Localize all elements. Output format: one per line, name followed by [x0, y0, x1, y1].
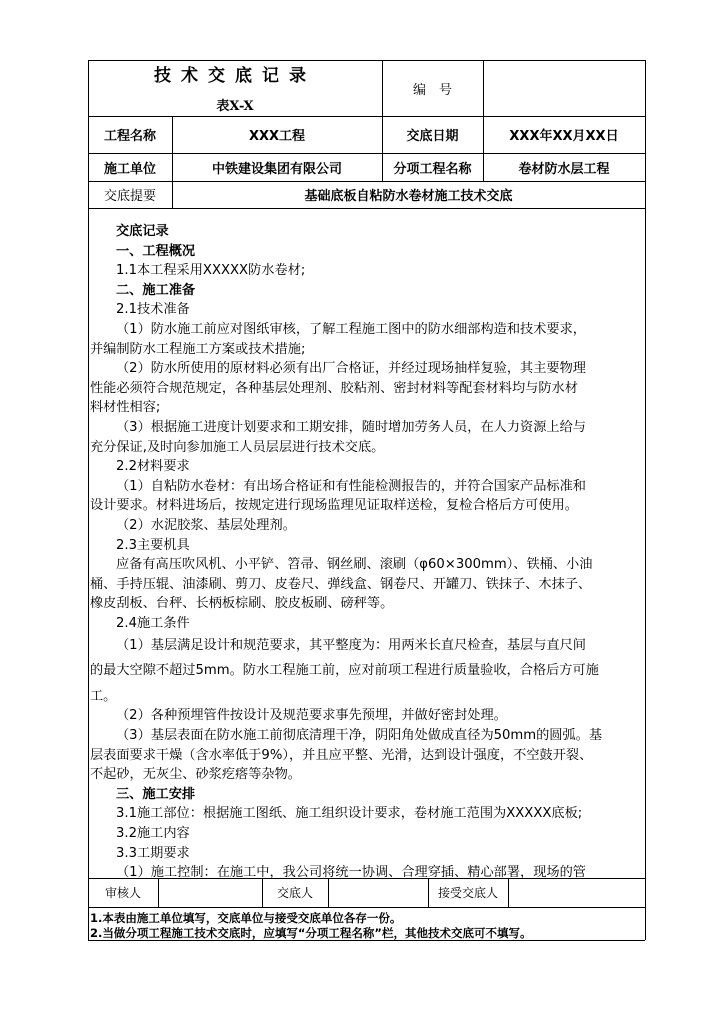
- construction-unit: 中铁建设集团有限公司: [211, 161, 342, 177]
- record-line: 1.1本工程采用XXXXX防水卷材;: [116, 263, 306, 278]
- unit-label: 施工单位: [103, 161, 156, 177]
- record-line: 应备有高压吹风机、小平铲、笤帚、钢丝刷、滚刷（φ60×300mm）、铁桶、小油: [116, 557, 593, 572]
- project-name-label: 工程名称: [103, 129, 156, 144]
- project-name: XXX工程: [248, 129, 306, 144]
- note-2: 2.当做分项工程施工技术交底时，应填写“分项工程名称”栏，其他技术交底可不填写。: [90, 926, 532, 940]
- discloser-field[interactable]: [328, 878, 428, 907]
- disclosure-form: [88, 60, 645, 940]
- discloser-label: 交底人: [276, 886, 313, 900]
- record-line: 层表面要求干燥（含水率低于9%），并且应平整、光滑，达到设计强度，不空鼓开裂、: [90, 748, 593, 763]
- record-line: （1）施工控制：在施工中，我公司将统一协调、合理穿插、精心部署，现场的管: [116, 865, 586, 880]
- record-line: 2.1技术准备: [116, 302, 190, 317]
- record-line: 料材性相容;: [90, 400, 161, 415]
- date-label: 交底日期: [406, 129, 459, 144]
- note-1: 1.本表由施工单位填写，交底单位与接受交底单位各存一份。: [90, 911, 402, 925]
- number-value[interactable]: [483, 60, 645, 116]
- rule: [645, 60, 646, 940]
- record-line: 3.1施工部位：根据施工图纸、施工组织设计要求，卷材施工范围为XXXXX底板;: [116, 806, 583, 821]
- record-line: 设计要求。材料进场后，按规定进行现场监理见证取样送检，复检合格后方可使用。: [90, 498, 578, 513]
- record-heading: 交底记录: [116, 224, 169, 239]
- record-line: 不起砂，无灰尘、砂浆疙瘩等杂物。: [90, 767, 301, 782]
- receiver-label: 接受交底人: [437, 886, 498, 900]
- record-line: （1）防水施工前应对图纸审核，了解工程施工图中的防水细部构造和技术要求，: [116, 322, 586, 337]
- record-line: 工。: [90, 689, 117, 704]
- sub-project-label: 分项工程名称: [393, 161, 472, 177]
- record-line: 3.2施工内容: [116, 826, 190, 841]
- record-line: 桶、手持压辊、油漆刷、剪刀、皮卷尺、弹线盒、钢卷尺、开罐刀、铁抹子、木抹子、: [90, 577, 592, 592]
- record-line: （1）基层满足设计和规范要求，其平整度为：用两米长直尺检查，基层与直尺间: [116, 638, 586, 653]
- rule: [88, 208, 645, 209]
- reviewer-label: 审核人: [104, 886, 141, 900]
- form-title: 技术交底记录: [154, 65, 316, 86]
- record-heading: 三、施工安排: [116, 787, 196, 802]
- record-line: 的最大空隙不超过5mm。防水工程施工前，应对前项工程进行质量验收，合格后方可施: [90, 663, 599, 678]
- record-line: 橡皮刮板、台秤、长柄板棕刷、胶皮板刷、磅秤等。: [90, 596, 394, 611]
- record-line: （3）基层表面在防水施工前彻底清理干净，阴阳角处做成直径为50mm的圆弧。基: [116, 728, 603, 743]
- rule: [88, 907, 645, 908]
- record-line: 充分保证,及时向参加施工人员层层进行技术交底。: [90, 440, 385, 455]
- sub-project-name: 卷材防水层工程: [518, 161, 610, 177]
- record-line: （1）自粘防水卷材：有出场合格证和有性能检测报告的，并符合国家产品标准和: [116, 479, 586, 494]
- disclosure-date: XXX年XX月XX日: [509, 129, 619, 144]
- record-line: 3.3工期要求: [116, 846, 190, 861]
- record-heading: 一、工程概况: [116, 244, 196, 259]
- record-line: 2.3主要机具: [116, 538, 190, 553]
- summary-label: 交底提要: [103, 189, 156, 204]
- record-line: 性能必须符合规范规定，各种基层处理剂、胶粘剂、密封材料等配套材料均与防水材: [90, 381, 578, 396]
- form-subtitle: 表X-X: [216, 98, 254, 114]
- record-line: 并编制防水工程施工方案或技术措施;: [90, 342, 306, 357]
- record-heading: 二、施工准备: [116, 283, 196, 298]
- number-label: 编 号: [412, 82, 452, 98]
- record-line: 2.4施工条件: [116, 616, 190, 631]
- record-line: 2.2材料要求: [116, 459, 190, 474]
- record-line: （2）防水所使用的原材料必须有出厂合格证，并经过现场抽样复验，其主要物理: [116, 361, 586, 376]
- reviewer-field[interactable]: [158, 878, 262, 907]
- disclosure-summary: 基础底板自粘防水卷材施工技术交底: [304, 189, 513, 204]
- record-line: （2）水泥胶浆、基层处理剂。: [116, 518, 296, 533]
- receiver-field[interactable]: [508, 878, 645, 907]
- record-line: （3）根据施工进度计划要求和工期安排，随时增加劳务人员，在人力资源上给与: [116, 420, 586, 435]
- record-line: （2）各种预埋管件按设计及规范要求事先预埋，并做好密封处理。: [116, 708, 507, 723]
